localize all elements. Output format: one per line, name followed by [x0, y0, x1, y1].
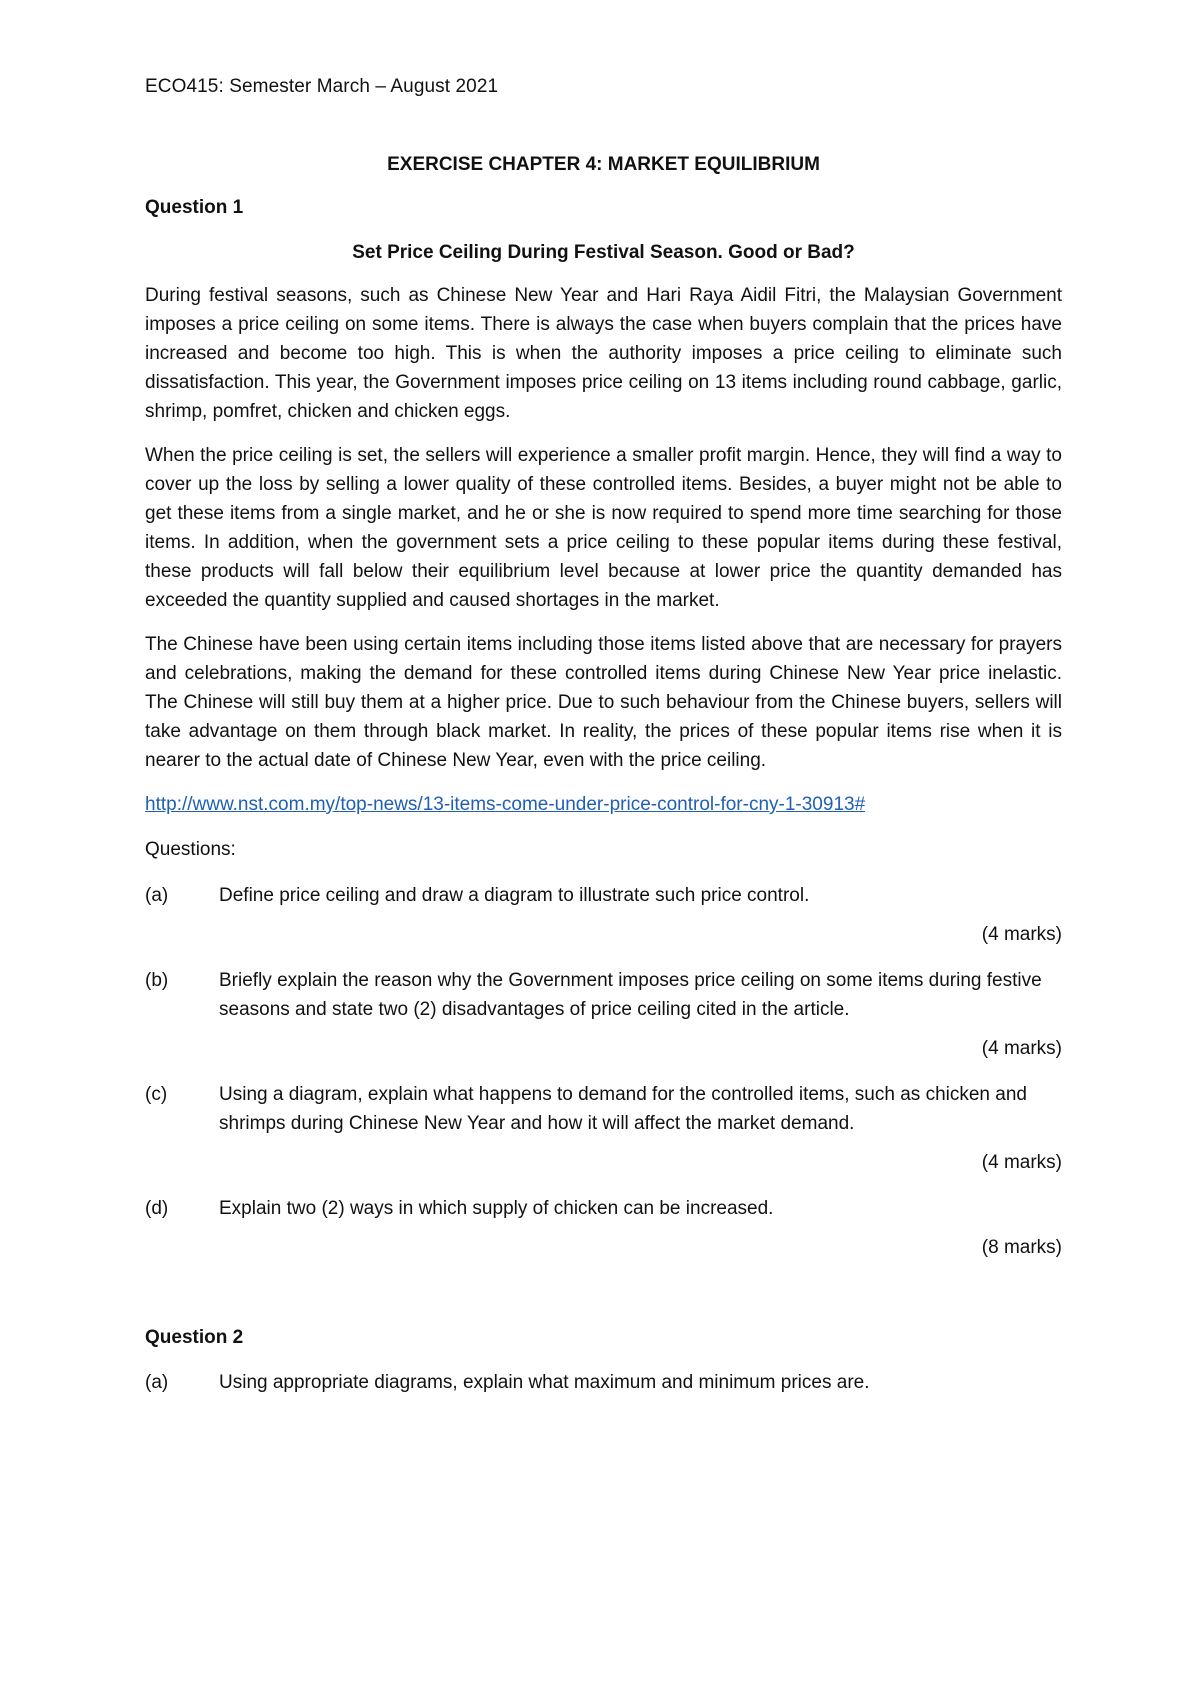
question-item-label: (a) — [145, 1372, 169, 1393]
question-item-label: (a) — [145, 885, 169, 906]
question-item — [145, 966, 1062, 1024]
marks-label: (8 marks) — [981, 1237, 1062, 1258]
article-paragraph: When the price ceiling is set, the sellers will experience a smaller profit margin. Hence, they will find a way to cover up the loss by selling a lower quality of these controlled items. Besides, a buyer might not be able to get these items from a single market, and he or she is now required to spend more time searching for those items. In addition, when the government sets a price ceiling to these popular items during these festival, these products will fall below their equilibrium level because at lower price the quantity demanded has exceeded the quantity supplied and caused shortages in the market. — [145, 445, 1062, 611]
article-paragraph: The Chinese have been using certain items including those items listed above that are necessary for prayers and celebrations, making the demand for these controlled items during Chinese New Year price inelastic. The Chinese will still buy them at a higher price. Due to such behaviour from the Chinese buyers, sellers will take advantage on them through black market. In reality, the prices of these popular items rise when it is nearer to the actual date of Chinese New Year, even with the price ceiling. — [145, 634, 1062, 771]
question-item-text: Using appropriate diagrams, explain what maximum and minimum prices are. — [219, 1372, 870, 1393]
exercise-title: EXERCISE CHAPTER 4: MARKET EQUILIBRIUM — [387, 154, 820, 175]
article-title: Set Price Ceiling During Festival Season. Good or Bad? — [352, 242, 855, 263]
question-item-text: Explain two (2) ways in which supply of chicken can be increased. — [219, 1198, 774, 1219]
question-item-label: (b) — [145, 970, 169, 991]
question-item-text: Briefly explain the reason why the Government imposes price ceiling on some items during festive seasons and state two (2) disadvantages of price ceiling cited in the article. — [219, 970, 1042, 1020]
article-source-link[interactable]: http://www.nst.com.my/top-news/13-items-come-under-price-control-for-cny-1-30913# — [145, 794, 866, 815]
question-item — [145, 1368, 1062, 1397]
marks-label: (4 marks) — [981, 1152, 1062, 1173]
question-item — [145, 881, 1062, 910]
marks-label: (4 marks) — [981, 924, 1062, 945]
questions-label: Questions: — [145, 839, 236, 860]
course-header: ECO415: Semester March – August 2021 — [145, 76, 499, 97]
question-1-heading: Question 1 — [145, 197, 244, 218]
question-item-text: Define price ceiling and draw a diagram to illustrate such price control. — [219, 885, 810, 906]
question-2-heading: Question 2 — [145, 1327, 244, 1348]
question-item — [145, 1194, 1062, 1223]
document-body — [145, 150, 1062, 1407]
question-item-label: (c) — [145, 1084, 168, 1105]
question-item-text: Using a diagram, explain what happens to demand for the controlled items, such as chicken and shrimps during Chinese New Year and how it will affect the market demand. — [219, 1084, 1027, 1134]
question-item-label: (d) — [145, 1198, 169, 1219]
article-paragraph: During festival seasons, such as Chinese New Year and Hari Raya Aidil Fitri, the Malaysian Government imposes a price ceiling on some items. There is always the case when buyers complain that the prices have increased and become too high. This is when the authority imposes a price ceiling to eliminate such dissatisfaction. This year, the Government imposes price ceiling on 13 items including round cabbage, garlic, shrimp, pomfret, chicken and chicken eggs. — [145, 285, 1062, 422]
section-spacer — [145, 1279, 1062, 1323]
marks-label: (4 marks) — [981, 1038, 1062, 1059]
question-item — [145, 1080, 1062, 1138]
